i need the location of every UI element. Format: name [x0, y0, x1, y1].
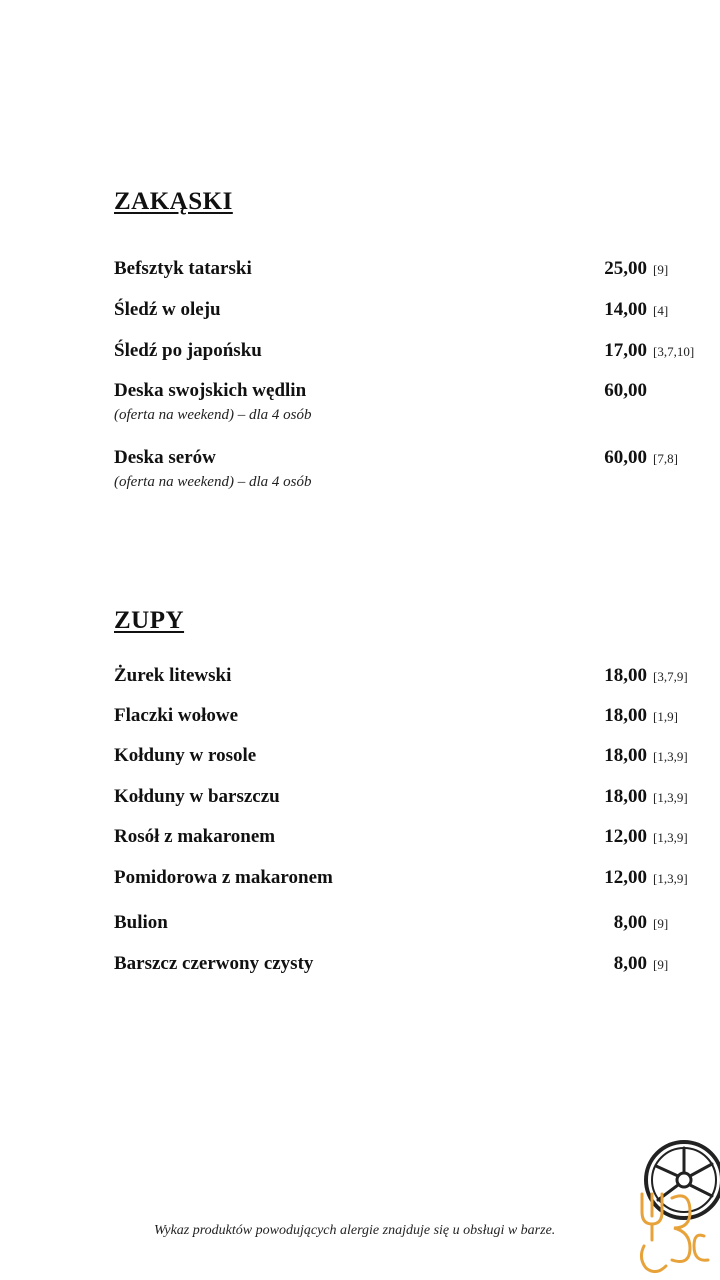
item-price: 60,00: [604, 380, 647, 401]
item-name: Rosół z makaronem: [114, 826, 276, 847]
item-allergens: [7,8]: [653, 451, 678, 466]
item-allergens: [3,7,10]: [653, 344, 695, 359]
item-name: Żurek litewski: [114, 665, 232, 686]
item-name: Śledź w oleju: [114, 299, 221, 320]
item-price: 12,00 [1,3,9]: [604, 826, 688, 847]
item-price: 14,00 [4]: [604, 299, 669, 320]
item-allergens: [9]: [653, 957, 669, 972]
item-allergens: [1,3,9]: [653, 871, 688, 886]
item-allergens: [1,3,9]: [653, 749, 688, 764]
section-title-zupy: ZUPY: [114, 607, 185, 634]
item-price: 12,00 [1,3,9]: [604, 867, 688, 888]
item-name: Deska swojskich wędlin: [114, 380, 307, 401]
item-name: Kołduny w barszczu: [114, 786, 280, 807]
item-price: 8,00 [9]: [613, 953, 669, 974]
item-name: Pomidorowa z makaronem: [114, 867, 333, 888]
item-allergens: [3,7,9]: [653, 669, 688, 684]
wheel-fork-logo-icon: [628, 1128, 720, 1280]
item-name: Śledź po japońsku: [114, 340, 262, 361]
item-name: Deska serów: [114, 447, 216, 468]
item-price: 18,00 [3,7,9]: [604, 665, 688, 686]
item-allergens: [1,3,9]: [653, 790, 688, 805]
item-price: 8,00 [9]: [613, 912, 669, 933]
item-name: Befsztyk tatarski: [114, 258, 252, 279]
item-allergens: [1,9]: [653, 709, 678, 724]
item-allergens: [4]: [653, 303, 669, 318]
item-allergens: [1,3,9]: [653, 830, 688, 845]
item-price: 18,00 [1,9]: [604, 705, 678, 726]
item-name: Barszcz czerwony czysty: [114, 953, 314, 974]
item-price: 25,00 [9]: [604, 258, 669, 279]
section-title-zakaski: ZAKĄSKI: [114, 188, 233, 215]
item-name: Bulion: [114, 912, 168, 933]
item-price: 18,00 [1,3,9]: [604, 786, 688, 807]
item-name: Flaczki wołowe: [114, 705, 239, 726]
item-allergens: [9]: [653, 262, 669, 277]
item-note: (oferta na weekend) – dla 4 osób: [114, 474, 312, 490]
allergen-footer-note: Wykaz produktów powodujących alergie znajduje się u obsługi w barze.: [154, 1223, 556, 1238]
item-allergens: [9]: [653, 916, 669, 931]
item-price: 60,00 [7,8]: [604, 447, 678, 468]
item-price: 18,00 [1,3,9]: [604, 745, 688, 766]
item-note: (oferta na weekend) – dla 4 osób: [114, 407, 312, 423]
item-name: Kołduny w rosole: [114, 745, 257, 766]
item-price: 17,00 [3,7,10]: [604, 340, 695, 361]
